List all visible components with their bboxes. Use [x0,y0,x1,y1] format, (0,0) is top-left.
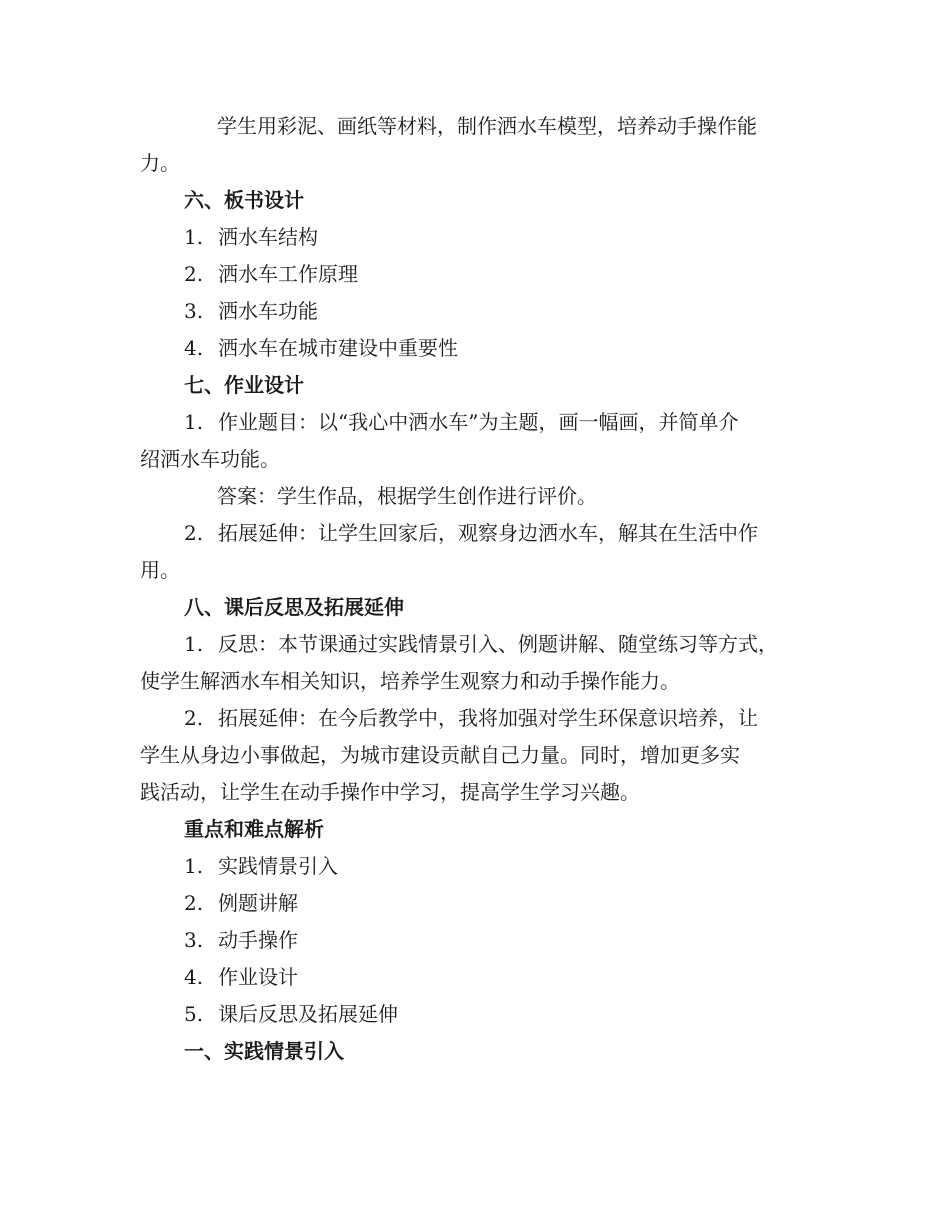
intro-line-2: 力。 [140,151,180,175]
list-item-text: 洒水车在城市建设中重要性 [218,336,458,360]
list-item-number: 1. [184,854,204,878]
list-item-number: 4. [184,336,204,360]
homework-item-1-line-1 [184,409,738,435]
list-item-text: 动手操作 [218,928,298,952]
list-item [184,927,298,953]
list-item-number: 3. [184,299,204,323]
list-item-text: 洒水车工作原理 [218,262,358,286]
list-item-number: 1. [184,632,204,656]
list-item-text: 拓展延伸：在今后教学中，我将加强对学生环保意识培养，让 [218,706,758,730]
homework-item-1-line-2: 绍洒水车功能。 [140,447,280,471]
list-item-text: 洒水车结构 [218,225,318,249]
reflection-item-1-line-2: 使学生解洒水车相关知识，培养学生观察力和动手操作能力。 [140,669,680,693]
list-item-text: 反思：本节课通过实践情景引入、例题讲解、随堂练习等方式， [218,632,778,656]
homework-item-2-line-2: 用。 [140,558,180,582]
list-item [184,964,298,990]
section-1-heading: 一、实践情景引入 [184,1039,344,1063]
intro-line-1: 学生用彩泥、画纸等材料，制作洒水车模型，培养动手操作能 [217,114,757,138]
list-item [184,890,298,916]
list-item-text: 洒水车功能 [218,299,318,323]
list-item-number: 2. [184,262,204,286]
list-item-number: 4. [184,965,204,989]
section-6-heading: 六、板书设计 [184,188,304,212]
reflection-item-2-line-1 [184,705,758,731]
list-item-number: 5. [184,1002,204,1026]
list-item-text: 实践情景引入 [218,854,338,878]
list-item-number: 3. [184,928,204,952]
section-7-heading: 七、作业设计 [184,373,304,397]
reflection-item-2-line-3: 践活动，让学生在动手操作中学习，提高学生学习兴趣。 [140,780,640,804]
list-item-text: 作业题目：以“我心中洒水车”为主题，画一幅画，并简单介 [218,410,739,434]
list-item [184,853,338,879]
section-8-heading: 八、课后反思及拓展延伸 [184,595,404,619]
list-item [184,224,318,250]
list-item [184,335,458,361]
list-item-number: 1. [184,410,204,434]
homework-answer: 答案：学生作品，根据学生创作进行评价。 [217,484,597,508]
list-item-number: 2. [184,891,204,915]
list-item [184,1001,398,1027]
reflection-item-2-line-2: 学生从身边小事做起，为城市建设贡献自己力量。同时，增加更多实 [140,743,740,767]
list-item-number: 2. [184,706,204,730]
list-item-text: 拓展延伸：让学生回家后，观察身边洒水车，解其在生活中作 [218,521,758,545]
list-item-number: 1. [184,225,204,249]
list-item [184,261,358,287]
reflection-item-1-line-1 [184,631,778,657]
list-item-text: 课后反思及拓展延伸 [218,1002,398,1026]
list-item-number: 2. [184,521,204,545]
list-item-text: 作业设计 [218,965,298,989]
homework-item-2-line-1 [184,520,758,546]
list-item-text: 例题讲解 [218,891,298,915]
key-points-heading: 重点和难点解析 [184,817,324,841]
list-item [184,298,318,324]
